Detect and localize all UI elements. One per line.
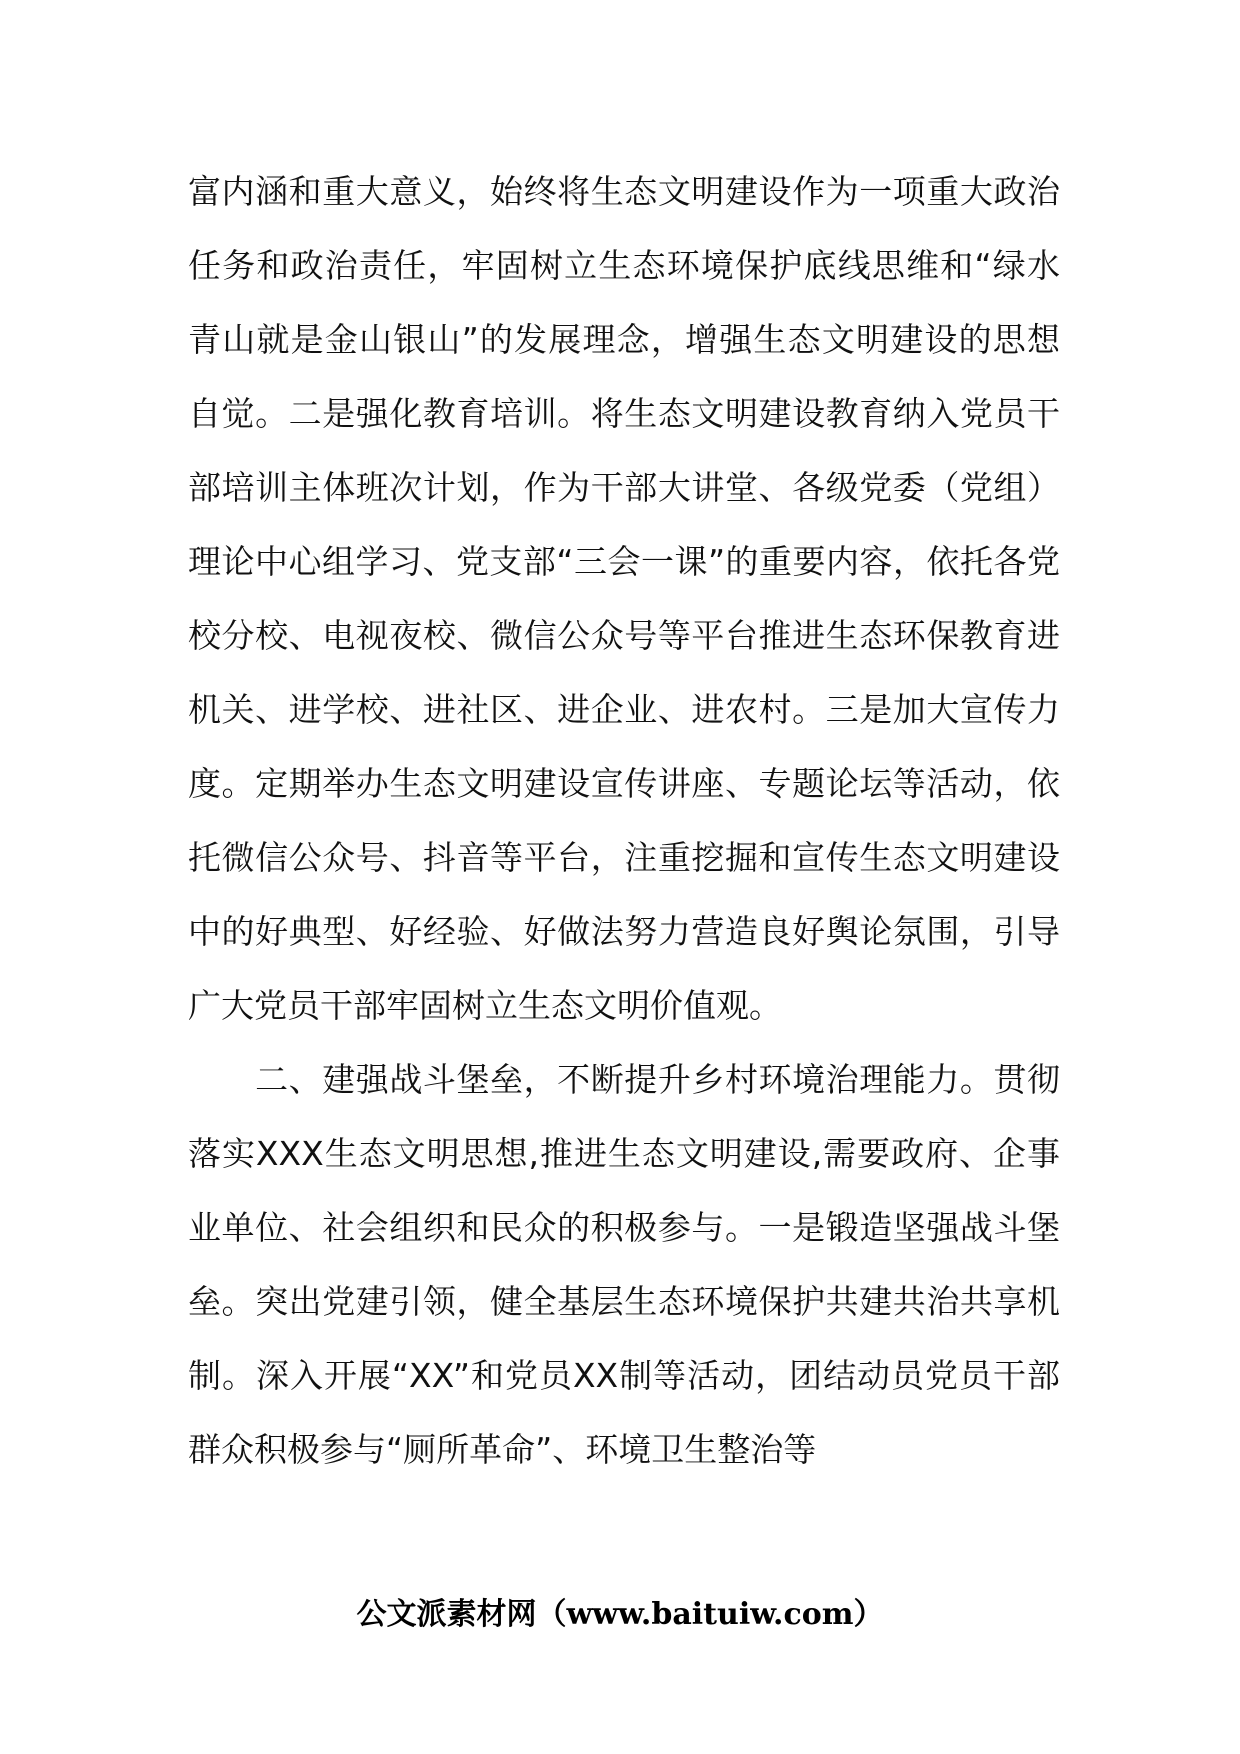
footer-source: 公文派素材网（www.baituiw.com）: [356, 1597, 884, 1632]
body-paragraph: 二、建强战斗堡垒，不断提升乡村环境治理能力。贯彻落实XXX生态文明思想,推进生态文明建设,需要政府、企事业单位、社会组织和民众的积极参与。一是锻造坚强战斗堡垒。突出党建引领，健全基层生态环境保护共建共治共享机制。深入开展“XX”和党员XX制等活动，团结动员党员干部群众积极参与“厕所革命”、环境卫生整治等: [188, 1060, 1060, 1469]
body-paragraph: 富内涵和重大意义，始终将生态文明建设作为一项重大政治任务和政治责任，牢固树立生态环境保护底线思维和“绿水青山就是金山银山”的发展理念，增强生态文明建设的思想自觉。二是强化教育培训。将生态文明建设教育纳入党员干部培训主体班次计划，作为干部大讲堂、各级党委（党组）理论中心组学习、党支部“三会一课”的重要内容，依托各党校分校、电视夜校、微信公众号等平台推进生态环保教育进机关、进学校、进社区、进企业、进农村。三是加大宣传力度。定期举办生态文明建设宣传讲座、专题论坛等活动，依托微信公众号、抖音等平台，注重挖掘和宣传生态文明建设中的好典型、好经验、好做法努力营造良好舆论氛围，引导广大党员干部牢固树立生态文明价值观。: [188, 172, 1060, 1025]
document-body: [188, 155, 1060, 1487]
